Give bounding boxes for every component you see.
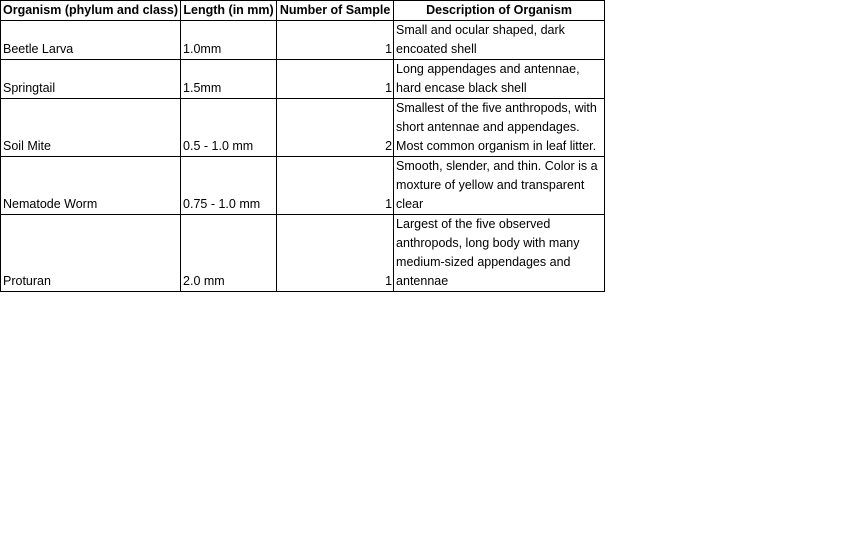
cell-description[interactable]: Smooth, slender, and thin. Color is a moxture of yellow and transparent clear — [394, 157, 605, 215]
cell-length[interactable]: 1.0mm — [181, 21, 277, 60]
table-row — [1, 215, 605, 292]
table-row — [1, 99, 605, 157]
cell-description[interactable]: Small and ocular shaped, dark encoated shell — [394, 21, 605, 60]
cell-organism[interactable]: Proturan — [1, 215, 181, 292]
table-row — [1, 21, 605, 60]
header-row — [1, 1, 605, 21]
cell-count[interactable]: 1 — [277, 157, 394, 215]
cell-organism[interactable]: Beetle Larva — [1, 21, 181, 60]
cell-count[interactable]: 1 — [277, 60, 394, 99]
cell-description[interactable]: Smallest of the five anthropods, with short antennae and appendages. Most common organism in leaf litter. — [394, 99, 605, 157]
cell-length[interactable]: 2.0 mm — [181, 215, 277, 292]
header-organism[interactable]: Organism (phylum and class) — [1, 1, 181, 21]
header-length[interactable]: Length (in mm) — [181, 1, 277, 21]
cell-organism[interactable]: Springtail — [1, 60, 181, 99]
cell-length[interactable]: 0.75 - 1.0 mm — [181, 157, 277, 215]
table-row — [1, 60, 605, 99]
cell-count[interactable]: 1 — [277, 215, 394, 292]
cell-description[interactable]: Long appendages and antennae, hard encase black shell — [394, 60, 605, 99]
cell-length[interactable]: 0.5 - 1.0 mm — [181, 99, 277, 157]
cell-description[interactable]: Largest of the five observed anthropods, long body with many medium-sized appendages and antennae — [394, 215, 605, 292]
cell-count[interactable]: 2 — [277, 99, 394, 157]
cell-count[interactable]: 1 — [277, 21, 394, 60]
table-row — [1, 157, 605, 215]
header-description[interactable]: Description of Organism — [394, 1, 605, 21]
header-count[interactable]: Number of Sample — [277, 1, 394, 21]
cell-length[interactable]: 1.5mm — [181, 60, 277, 99]
organism-table — [0, 0, 605, 292]
cell-organism[interactable]: Soil Mite — [1, 99, 181, 157]
cell-organism[interactable]: Nematode Worm — [1, 157, 181, 215]
